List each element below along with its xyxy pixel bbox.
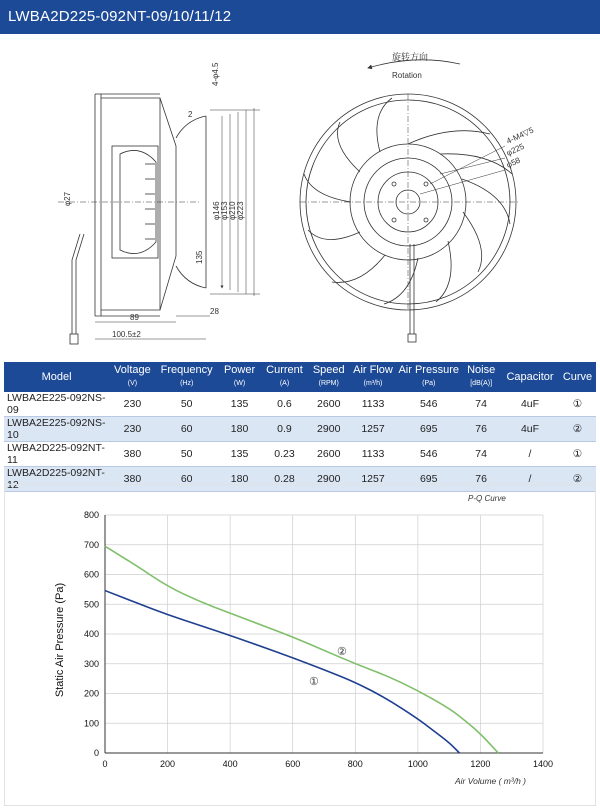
chart-title: P-Q Curve [468, 494, 506, 503]
chart-x-label: Air Volume ( m³/h ) [455, 776, 527, 786]
cell-airpressure: 546 [396, 392, 461, 417]
front-view [300, 60, 520, 342]
cell-airflow: 1133 [350, 392, 396, 417]
col-power: Power (W) [218, 362, 262, 392]
dim-d210: φ210 [228, 201, 237, 220]
col-curve: Curve [559, 362, 596, 392]
cell-current: 0.28 [261, 467, 307, 492]
col-speed: Speed (RPM) [308, 362, 350, 392]
rotation-en: Rotation [392, 71, 422, 80]
cell-speed: 2900 [308, 417, 350, 442]
cell-noise: 76 [461, 467, 501, 492]
x-tick-label: 1200 [470, 759, 491, 769]
cell-airflow: 1257 [350, 467, 396, 492]
cell-voltage: 230 [109, 417, 155, 442]
x-tick-label: 200 [160, 759, 176, 769]
x-tick-label: 600 [285, 759, 301, 769]
table-row [4, 417, 596, 442]
col-noise: Noise [dB(A)] [461, 362, 501, 392]
cell-curve: ② [559, 417, 596, 442]
dim-total: 100.5±2 [112, 330, 141, 339]
dim-h28: 28 [210, 307, 219, 316]
chart-y-label: Static Air Pressure (Pa) [54, 582, 66, 698]
rotation-cn: 旋转方向 [392, 52, 429, 62]
dim-d58: φ58 [505, 155, 522, 170]
dim-screw: 4-M4▽5 [505, 125, 535, 146]
cell-capacitor: 4uF [501, 417, 559, 442]
cell-capacitor: 4uF [501, 392, 559, 417]
curve-2-label: ② [337, 646, 347, 658]
col-model: Model [4, 362, 109, 392]
chart-axes [84, 510, 553, 769]
series-line-1 [105, 591, 459, 753]
y-tick-label: 200 [83, 688, 99, 699]
cell-power: 135 [218, 442, 262, 467]
cell-current: 0.6 [261, 392, 307, 417]
col-airpressure: Air Pressure (Pa) [396, 362, 461, 392]
cell-curve: ① [559, 442, 596, 467]
cell-voltage: 380 [109, 467, 155, 492]
cell-airpressure: 695 [396, 467, 461, 492]
title-bar [0, 0, 600, 34]
cell-voltage: 380 [109, 442, 155, 467]
dim-hub: φ27 [63, 191, 72, 206]
dim-d223: φ223 [236, 201, 245, 220]
cell-frequency: 60 [156, 417, 218, 442]
cell-model: LWBA2E225-092NS-09 [4, 392, 109, 417]
cell-model: LWBA2E225-092NS-10 [4, 417, 109, 442]
col-frequency: Frequency (Hz) [156, 362, 218, 392]
x-tick-label: 1400 [532, 759, 554, 769]
dim-d146: φ146 [212, 201, 221, 220]
dim-hole: 4-φ4.5 [211, 62, 220, 86]
cell-model: LWBA2D225-092NT-11 [4, 442, 109, 467]
dim-d153: φ153 [220, 201, 229, 220]
pq-chart-panel [4, 484, 596, 806]
cell-airflow: 1133 [350, 442, 396, 467]
chart-grid [105, 515, 543, 753]
cell-airflow: 1257 [350, 417, 396, 442]
cell-noise: 74 [461, 442, 501, 467]
dim-h89: 89 [130, 313, 139, 322]
cell-airpressure: 546 [396, 442, 461, 467]
cell-frequency: 50 [156, 392, 218, 417]
pq-chart [5, 485, 595, 805]
spec-table [4, 362, 596, 492]
dim-d225: φ225 [505, 141, 526, 158]
y-tick-label: 600 [83, 569, 99, 580]
dim-h135: 135 [195, 250, 204, 264]
cell-power: 135 [218, 392, 262, 417]
x-tick-label: 800 [347, 759, 363, 769]
y-tick-label: 0 [93, 748, 99, 758]
cell-capacitor: / [501, 442, 559, 467]
cell-speed: 2600 [308, 392, 350, 417]
y-tick-label: 700 [83, 539, 99, 550]
chart-series [105, 546, 498, 753]
y-tick-label: 500 [83, 599, 99, 610]
cell-current: 0.9 [261, 417, 307, 442]
y-tick-label: 400 [83, 629, 99, 639]
y-tick-label: 100 [83, 718, 99, 729]
table-row [4, 442, 596, 467]
dim-gap: 2 [188, 110, 193, 119]
cell-current: 0.23 [261, 442, 307, 467]
cell-model: LWBA2D225-092NT-12 [4, 467, 109, 492]
cell-power: 180 [218, 417, 262, 442]
cell-capacitor: / [501, 467, 559, 492]
cell-frequency: 60 [156, 467, 218, 492]
cell-curve: ② [559, 467, 596, 492]
cell-power: 180 [218, 467, 262, 492]
cell-speed: 2900 [308, 467, 350, 492]
cell-frequency: 50 [156, 442, 218, 467]
cell-voltage: 230 [109, 392, 155, 417]
series-line-2 [105, 546, 498, 753]
x-tick-label: 400 [222, 759, 238, 769]
col-voltage: Voltage (V) [109, 362, 155, 392]
technical-drawing [0, 34, 600, 360]
col-capacitor: Capacitor [501, 362, 559, 392]
y-tick-label: 300 [83, 658, 99, 669]
curve-1-label: ① [309, 676, 319, 688]
col-current: Current (A) [261, 362, 307, 392]
cell-curve: ① [559, 392, 596, 417]
cell-noise: 74 [461, 392, 501, 417]
cell-airpressure: 695 [396, 417, 461, 442]
page-title: LWBA2D225-092NT-09/10/11/12 [8, 8, 232, 25]
cell-noise: 76 [461, 417, 501, 442]
y-tick-label: 800 [83, 510, 99, 520]
x-tick-label: 1000 [407, 759, 428, 769]
table-row [4, 392, 596, 417]
cell-speed: 2600 [308, 442, 350, 467]
col-airflow: Air Flow (m³/h) [350, 362, 396, 392]
table-header-row [4, 362, 596, 392]
x-tick-label: 0 [102, 759, 108, 769]
